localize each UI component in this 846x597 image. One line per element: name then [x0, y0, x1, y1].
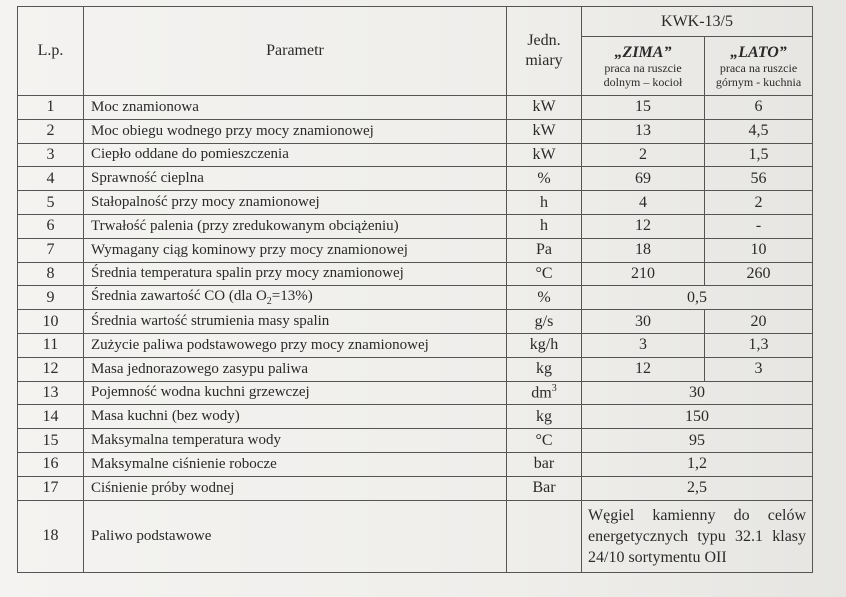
fuel-value: Węgiel kamienny do celów energetycznych typu 32.1 klasy 24/10 sortymentu OII	[582, 500, 813, 572]
row-lp: 3	[18, 143, 84, 167]
row-lato: 10	[705, 238, 813, 262]
row-lp: 1	[18, 96, 84, 120]
row-unit	[507, 381, 582, 405]
row-zima: 2	[582, 143, 705, 167]
row-unit: kg	[507, 405, 582, 429]
row-zima: 18	[582, 238, 705, 262]
row-lp: 9	[18, 286, 84, 310]
row-both: 95	[582, 429, 813, 453]
row-lp: 12	[18, 357, 84, 381]
row-param-pre: Średnia zawartość CO (dla O	[91, 288, 267, 305]
row-param: Moc znamionowa	[84, 96, 507, 120]
row-param: Stałopalność przy mocy znamionowej	[84, 191, 507, 215]
row-lato: 3	[705, 357, 813, 381]
zima-name: „ZIMA”	[614, 43, 672, 61]
header-unit-line1: Jedn.	[527, 32, 561, 49]
table-row	[18, 452, 813, 476]
row-lp: 2	[18, 119, 84, 143]
row-lato: 56	[705, 167, 813, 191]
row-param: Ciśnienie próby wodnej	[84, 476, 507, 500]
table-row	[18, 333, 813, 357]
row-unit: kg	[507, 357, 582, 381]
row-param: Moc obiegu wodnego przy mocy znamionowej	[84, 119, 507, 143]
row-param: Trwałość palenia (przy zredukowanym obciążeniu)	[84, 214, 507, 238]
row-param-sub: 2	[266, 296, 272, 308]
row-unit: kW	[507, 143, 582, 167]
row-zima: 12	[582, 357, 705, 381]
row-lp: 5	[18, 191, 84, 215]
row-zima: 4	[582, 191, 705, 215]
fuel-row	[18, 500, 813, 572]
row-unit: %	[507, 286, 582, 310]
header-row	[18, 7, 813, 37]
row-zima: 3	[582, 333, 705, 357]
row-lato: 6	[705, 96, 813, 120]
row-param: Wymagany ciąg kominowy przy mocy znamionowej	[84, 238, 507, 262]
row-unit: kW	[507, 119, 582, 143]
row-param: Pojemność wodna kuchni grzewczej	[84, 381, 507, 405]
row-lato: 260	[705, 262, 813, 286]
row-lp: 7	[18, 238, 84, 262]
row-unit-base: dm	[531, 384, 552, 402]
header-zima	[582, 37, 705, 96]
row-lp: 14	[18, 405, 84, 429]
table-row	[18, 96, 813, 120]
row-zima: 30	[582, 310, 705, 334]
row-lp: 15	[18, 429, 84, 453]
row-unit: h	[507, 214, 582, 238]
row-param-post: =13%)	[271, 288, 313, 305]
header-parametr: Parametr	[84, 7, 507, 96]
row-unit: °C	[507, 429, 582, 453]
fuel-param: Paliwo podstawowe	[84, 500, 507, 572]
row-lp: 13	[18, 381, 84, 405]
table-row	[18, 191, 813, 215]
table-row	[18, 143, 813, 167]
row-zima: 13	[582, 119, 705, 143]
zima-line1: praca na ruszcie	[604, 60, 682, 75]
row-param	[84, 286, 507, 310]
row-lp: 4	[18, 167, 84, 191]
table-row	[18, 238, 813, 262]
row-lato: 4,5	[705, 119, 813, 143]
row-unit: °C	[507, 262, 582, 286]
row-param: Maksymalna temperatura wody	[84, 429, 507, 453]
row-unit: h	[507, 191, 582, 215]
header-unit	[507, 7, 582, 96]
table-row	[18, 476, 813, 500]
table-row	[18, 262, 813, 286]
row-both: 0,5	[582, 286, 813, 310]
fuel-unit-empty	[507, 500, 582, 572]
table-row	[18, 286, 813, 310]
table-row	[18, 429, 813, 453]
header-lato	[705, 37, 813, 96]
row-zima: 15	[582, 96, 705, 120]
header-lp: L.p.	[18, 7, 84, 96]
header-unit-line2: miary	[525, 52, 563, 69]
row-unit: kg/h	[507, 333, 582, 357]
lato-line1: praca na ruszcie	[719, 60, 798, 75]
header-model: KWK-13/5	[582, 7, 813, 37]
row-lp: 16	[18, 452, 84, 476]
table-row	[18, 310, 813, 334]
row-both: 30	[582, 381, 813, 405]
row-both: 2,5	[582, 476, 813, 500]
row-lp: 11	[18, 333, 84, 357]
table-row	[18, 405, 813, 429]
row-param: Ciepło oddane do pomieszczenia	[84, 143, 507, 167]
row-lp: 10	[18, 310, 84, 334]
row-lato: 20	[705, 310, 813, 334]
table-row	[18, 214, 813, 238]
specification-table	[17, 6, 813, 573]
row-lp: 17	[18, 476, 84, 500]
row-unit-sup: 3	[551, 383, 557, 395]
row-param: Masa kuchni (bez wody)	[84, 405, 507, 429]
lato-name: „LATO”	[730, 43, 787, 61]
row-param: Średnia temperatura spalin przy mocy znamionowej	[84, 262, 507, 286]
table-row	[18, 119, 813, 143]
lato-line2: górnym - kuchnia	[715, 74, 802, 89]
row-unit: Pa	[507, 238, 582, 262]
row-param: Zużycie paliwa podstawowego przy mocy znamionowej	[84, 333, 507, 357]
row-unit: bar	[507, 452, 582, 476]
row-lato: 1,3	[705, 333, 813, 357]
row-lato: -	[705, 214, 813, 238]
row-both: 1,2	[582, 452, 813, 476]
row-both: 150	[582, 405, 813, 429]
row-lp: 6	[18, 214, 84, 238]
row-unit: Bar	[507, 476, 582, 500]
row-zima: 12	[582, 214, 705, 238]
fuel-lp: 18	[18, 500, 84, 572]
row-param: Sprawność cieplna	[84, 167, 507, 191]
table-row	[18, 357, 813, 381]
row-lato: 1,5	[705, 143, 813, 167]
row-param: Maksymalne ciśnienie robocze	[84, 452, 507, 476]
row-param: Średnia wartość strumienia masy spalin	[84, 310, 507, 334]
table-row	[18, 381, 813, 405]
row-lato: 2	[705, 191, 813, 215]
row-lp: 8	[18, 262, 84, 286]
row-unit: kW	[507, 96, 582, 120]
row-zima: 210	[582, 262, 705, 286]
row-unit: %	[507, 167, 582, 191]
table-row	[18, 167, 813, 191]
row-param: Masa jednorazowego zasypu paliwa	[84, 357, 507, 381]
row-zima: 69	[582, 167, 705, 191]
zima-line2: dolnym – kocioł	[603, 74, 683, 89]
row-unit: g/s	[507, 310, 582, 334]
